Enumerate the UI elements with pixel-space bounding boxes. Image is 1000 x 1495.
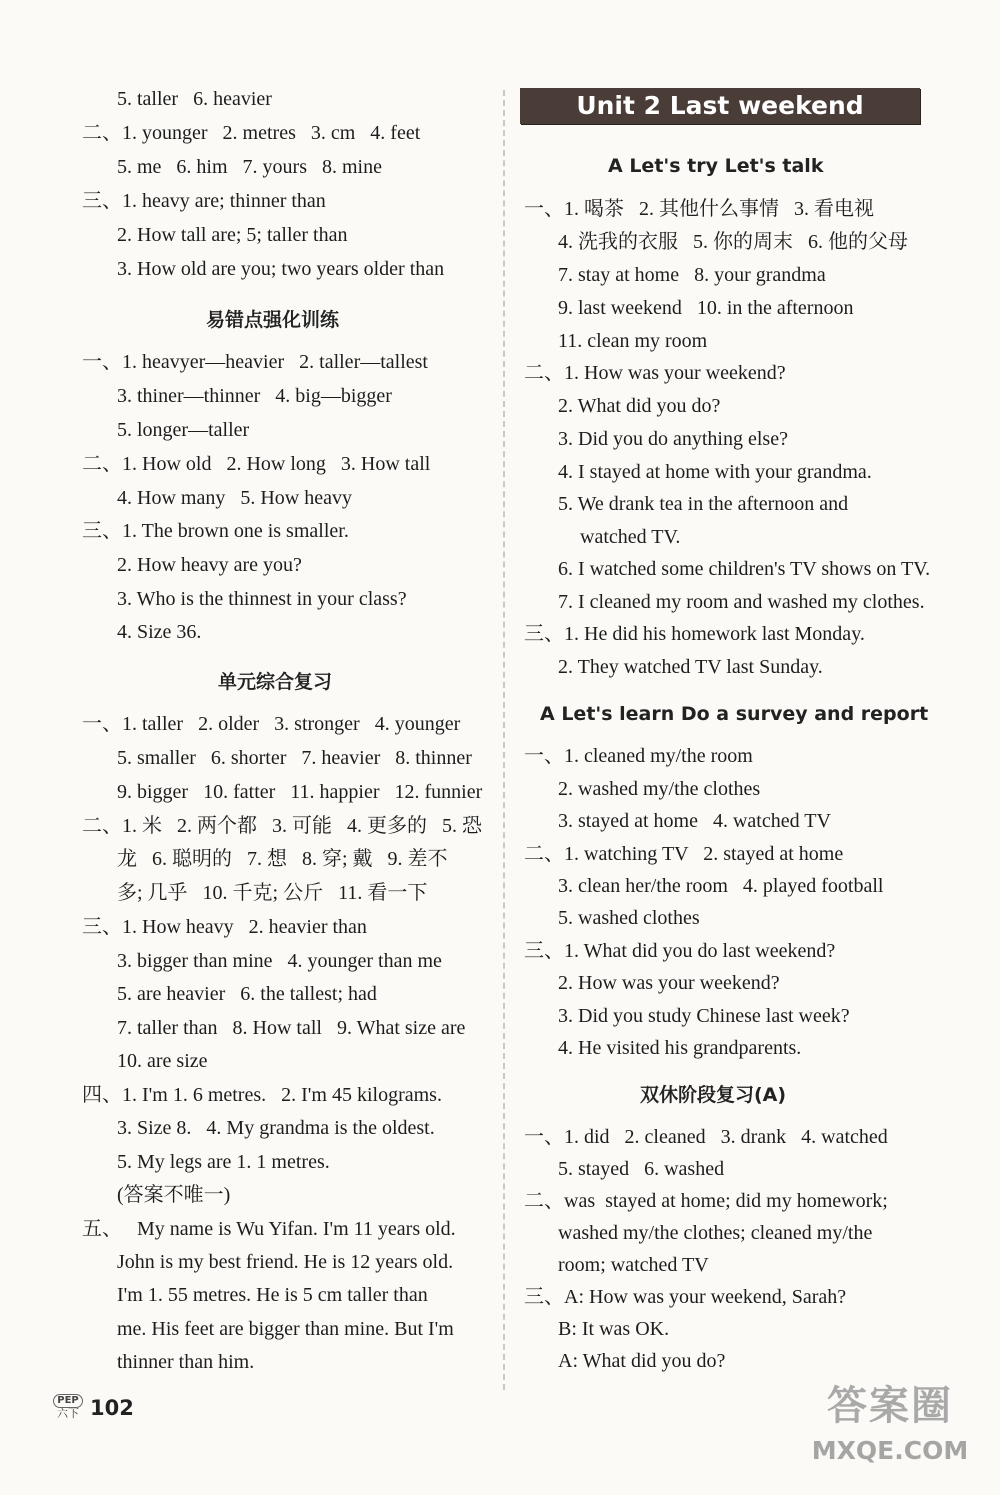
answer-text: 2. How heavy are you? bbox=[117, 554, 302, 576]
answer-text: room; watched TV bbox=[558, 1254, 709, 1276]
answer-line bbox=[524, 1285, 846, 1309]
answer-text: 1. What did you do last weekend? bbox=[564, 940, 836, 962]
answer-text: 7. taller than 8. How tall 9. What size are bbox=[117, 1017, 466, 1039]
answer-line bbox=[117, 257, 444, 281]
answer-line bbox=[524, 842, 843, 866]
answer-text: 3. Did you do anything else? bbox=[558, 428, 788, 450]
answer-text: 9. last weekend 10. in the afternoon bbox=[558, 297, 854, 319]
answer-text: 1. younger 2. metres 3. cm 4. feet bbox=[122, 122, 421, 144]
pep-grade-badge bbox=[52, 1394, 84, 1422]
answer-text: 1. heavyer—heavier 2. taller—tallest bbox=[122, 351, 428, 373]
answer-text: 多; 几乎 10. 千克; 公斤 11. 看一下 bbox=[117, 882, 428, 904]
answer-text: washed my/the clothes; cleaned my/the bbox=[558, 1222, 873, 1244]
answer-line bbox=[117, 384, 392, 408]
answer-line bbox=[117, 87, 272, 111]
answer-line bbox=[82, 350, 428, 374]
answer-line bbox=[558, 590, 925, 614]
answer-line bbox=[558, 427, 788, 451]
answer-text: 4. I stayed at home with your grandma. bbox=[558, 461, 872, 483]
answer-text: John is my best friend. He is 12 years old. bbox=[117, 1251, 454, 1273]
answer-text: 7. I cleaned my room and washed my clothes. bbox=[558, 591, 925, 613]
answer-text: 2. washed my/the clothes bbox=[558, 778, 761, 800]
question-number-label: 一、 bbox=[82, 351, 122, 373]
answer-text: 3. clean her/the room 4. played football bbox=[558, 875, 884, 897]
answer-text: 3. bigger than mine 4. younger than me bbox=[117, 950, 442, 972]
unit-title-banner: Unit 2 Last weekend bbox=[520, 88, 920, 124]
watermark bbox=[790, 1378, 990, 1488]
answer-line bbox=[558, 296, 853, 320]
answer-line bbox=[117, 553, 302, 577]
answer-text: I'm 1. 55 metres. He is 5 cm taller than bbox=[117, 1284, 428, 1306]
answer-line bbox=[82, 189, 326, 213]
answer-text: 1. 喝茶 2. 其他什么事情 3. 看电视 bbox=[564, 198, 874, 220]
answer-line bbox=[117, 486, 352, 510]
answer-text: B: It was OK. bbox=[558, 1318, 670, 1340]
answer-text: 7. stay at home 8. your grandma bbox=[558, 264, 826, 286]
answer-line bbox=[558, 1157, 724, 1181]
question-number-label: 三、 bbox=[82, 190, 122, 212]
section-heading: 双休阶段复习(A) bbox=[640, 1084, 787, 1106]
answer-text: 2. How was your weekend? bbox=[558, 972, 780, 994]
answer-line bbox=[117, 746, 472, 770]
answer-text: 2. How tall are; 5; taller than bbox=[117, 224, 348, 246]
answer-text: 1. did 2. cleaned 3. drank 4. watched bbox=[564, 1126, 888, 1148]
answer-line bbox=[82, 121, 420, 145]
answer-text: 3. Did you study Chinese last week? bbox=[558, 1005, 850, 1027]
answer-line bbox=[82, 712, 460, 736]
answer-text: 1. How was your weekend? bbox=[564, 362, 786, 384]
answer-line bbox=[524, 744, 753, 768]
answer-text: 3. How old are you; two years older than bbox=[117, 258, 445, 280]
question-number-label: 五、 bbox=[82, 1218, 122, 1240]
question-number-label: 二、 bbox=[524, 362, 564, 384]
section-heading: 易错点强化训练 bbox=[206, 309, 340, 331]
question-number-label: 二、 bbox=[82, 453, 122, 475]
answer-line bbox=[558, 777, 760, 801]
question-number-label: 三、 bbox=[524, 940, 564, 962]
answer-text: 4. He visited his grandparents. bbox=[558, 1037, 802, 1059]
answer-line bbox=[117, 587, 407, 611]
answer-text: 4. 洗我的衣服 5. 你的周末 6. 他的父母 bbox=[558, 231, 908, 253]
answer-text: (答案不唯一) bbox=[117, 1184, 231, 1206]
answer-line bbox=[117, 949, 442, 973]
answer-line bbox=[82, 452, 430, 476]
answer-line bbox=[117, 881, 427, 905]
answer-text: 9. bigger 10. fatter 11. happier 12. funnier bbox=[117, 781, 483, 803]
answer-line bbox=[82, 1083, 442, 1107]
answer-line bbox=[558, 874, 883, 898]
answer-text: was stayed at home; did my homework; bbox=[564, 1190, 888, 1212]
answer-line bbox=[117, 1016, 465, 1040]
answer-line bbox=[82, 915, 367, 939]
watermark-cn: 答案圈 bbox=[827, 1383, 953, 1429]
answer-text: 1. watching TV 2. stayed at home bbox=[564, 843, 844, 865]
answer-line bbox=[558, 1004, 850, 1028]
answer-text: 1. The brown one is smaller. bbox=[122, 520, 349, 542]
question-number-label: 四、 bbox=[82, 1084, 122, 1106]
answer-text: A: What did you do? bbox=[558, 1350, 726, 1372]
answer-text: 3. stayed at home 4. watched TV bbox=[558, 810, 831, 832]
question-number-label: 三、 bbox=[82, 520, 122, 542]
answer-text: 1. I'm 1. 6 metres. 2. I'm 45 kilograms. bbox=[122, 1084, 442, 1106]
answer-text: 3. thiner—thinner 4. big—bigger bbox=[117, 385, 392, 407]
answer-text: 3. Size 8. 4. My grandma is the oldest. bbox=[117, 1117, 435, 1139]
question-number-label: 三、 bbox=[524, 623, 564, 645]
page-number: 102 bbox=[90, 1396, 134, 1420]
grade-label: 六下 bbox=[57, 1407, 79, 1420]
pep-label: PEP bbox=[53, 1394, 83, 1408]
answer-line bbox=[558, 971, 780, 995]
answer-text: 1. heavy are; thinner than bbox=[122, 190, 326, 212]
answer-text: 2. What did you do? bbox=[558, 395, 721, 417]
question-number-label: 一、 bbox=[524, 1126, 564, 1148]
answer-line bbox=[558, 394, 720, 418]
answer-text: 3. Who is the thinnest in your class? bbox=[117, 588, 407, 610]
answer-text: 1. 米 2. 两个都 3. 可能 4. 更多的 5. 恐 bbox=[122, 815, 482, 837]
answer-text: 5. taller 6. heavier bbox=[117, 88, 272, 110]
answer-text: 5. We drank tea in the afternoon and bbox=[558, 493, 849, 515]
answer-text: 龙 6. 聪明的 7. 想 8. 穿; 戴 9. 差不 bbox=[117, 848, 448, 870]
answer-text: 1. taller 2. older 3. stronger 4. younger bbox=[122, 713, 461, 735]
answer-line bbox=[524, 1125, 888, 1149]
answer-text: 5. stayed 6. washed bbox=[558, 1158, 725, 1180]
answer-line bbox=[117, 1283, 428, 1307]
answer-text: 5. longer—taller bbox=[117, 419, 250, 441]
answer-text: 1. How heavy 2. heavier than bbox=[122, 916, 367, 938]
answer-line bbox=[558, 557, 930, 581]
answer-text: 10. are size bbox=[117, 1050, 208, 1072]
answer-line bbox=[117, 780, 482, 804]
answer-line bbox=[558, 230, 908, 254]
column-divider bbox=[503, 90, 505, 1390]
answer-text: 5. washed clothes bbox=[558, 907, 700, 929]
answer-line bbox=[117, 620, 201, 644]
answer-line bbox=[558, 329, 707, 353]
question-number-label: 一、 bbox=[524, 745, 564, 767]
answer-text: 5. me 6. him 7. yours 8. mine bbox=[117, 156, 382, 178]
answer-line bbox=[558, 809, 831, 833]
answer-line bbox=[117, 982, 377, 1006]
answer-line bbox=[558, 655, 823, 679]
answer-line bbox=[558, 263, 826, 287]
answer-line bbox=[558, 1349, 725, 1373]
answer-text: 2. They watched TV last Sunday. bbox=[558, 656, 823, 678]
answer-text: 11. clean my room bbox=[558, 330, 708, 352]
answer-text: 1. How old 2. How long 3. How tall bbox=[122, 453, 431, 475]
answer-line bbox=[117, 1116, 435, 1140]
answer-line bbox=[117, 847, 448, 871]
answer-line bbox=[82, 1217, 456, 1241]
answer-line bbox=[117, 1183, 230, 1207]
answer-line bbox=[558, 1036, 801, 1060]
question-number-label: 二、 bbox=[524, 1190, 564, 1212]
answer-line bbox=[558, 460, 872, 484]
question-number-label: 三、 bbox=[82, 916, 122, 938]
answer-line bbox=[82, 814, 482, 838]
answer-line bbox=[524, 939, 835, 963]
answer-text: 1. He did his homework last Monday. bbox=[564, 623, 865, 645]
answer-text: My name is Wu Yifan. I'm 11 years old. bbox=[122, 1218, 456, 1240]
section-heading: 单元综合复习 bbox=[218, 671, 333, 693]
answer-line bbox=[558, 1253, 709, 1277]
section-heading: A Let's learn Do a survey and report bbox=[540, 703, 929, 725]
answer-line bbox=[524, 1189, 888, 1213]
answer-line bbox=[117, 418, 249, 442]
question-number-label: 一、 bbox=[524, 198, 564, 220]
question-number-label: 一、 bbox=[82, 713, 122, 735]
answer-line bbox=[558, 1317, 669, 1341]
answer-text: thinner than him. bbox=[117, 1351, 255, 1373]
answer-line bbox=[524, 361, 786, 385]
answer-line bbox=[117, 1049, 208, 1073]
answer-text: watched TV. bbox=[580, 526, 681, 548]
answer-text: 4. Size 36. bbox=[117, 621, 202, 643]
answer-line bbox=[117, 223, 347, 247]
answer-line bbox=[117, 155, 382, 179]
answer-text: 5. My legs are 1. 1 metres. bbox=[117, 1151, 330, 1173]
answer-line bbox=[580, 525, 680, 549]
answer-line bbox=[117, 1317, 454, 1341]
answer-line bbox=[117, 1150, 330, 1174]
answer-text: 4. How many 5. How heavy bbox=[117, 487, 352, 509]
question-number-label: 二、 bbox=[524, 843, 564, 865]
question-number-label: 三、 bbox=[524, 1286, 564, 1308]
watermark-url: MXQE.COM bbox=[811, 1436, 969, 1465]
answer-text: 6. I watched some children's TV shows on TV. bbox=[558, 558, 931, 580]
answer-text: 1. cleaned my/the room bbox=[564, 745, 753, 767]
answer-line bbox=[82, 519, 349, 543]
answer-text: A: How was your weekend, Sarah? bbox=[564, 1286, 847, 1308]
answer-line bbox=[117, 1350, 254, 1374]
section-heading: A Let's try Let's talk bbox=[608, 155, 824, 177]
answer-line bbox=[558, 1221, 872, 1245]
answer-line bbox=[524, 197, 874, 221]
answer-text: me. His feet are bigger than mine. But I'm bbox=[117, 1318, 454, 1340]
answer-line bbox=[117, 1250, 453, 1274]
answer-text: 5. smaller 6. shorter 7. heavier 8. thinner bbox=[117, 747, 472, 769]
question-number-label: 二、 bbox=[82, 122, 122, 144]
question-number-label: 二、 bbox=[82, 815, 122, 837]
answer-line bbox=[558, 492, 848, 516]
answer-line bbox=[558, 906, 700, 930]
answer-text: 5. are heavier 6. the tallest; had bbox=[117, 983, 377, 1005]
answer-line bbox=[524, 622, 865, 646]
